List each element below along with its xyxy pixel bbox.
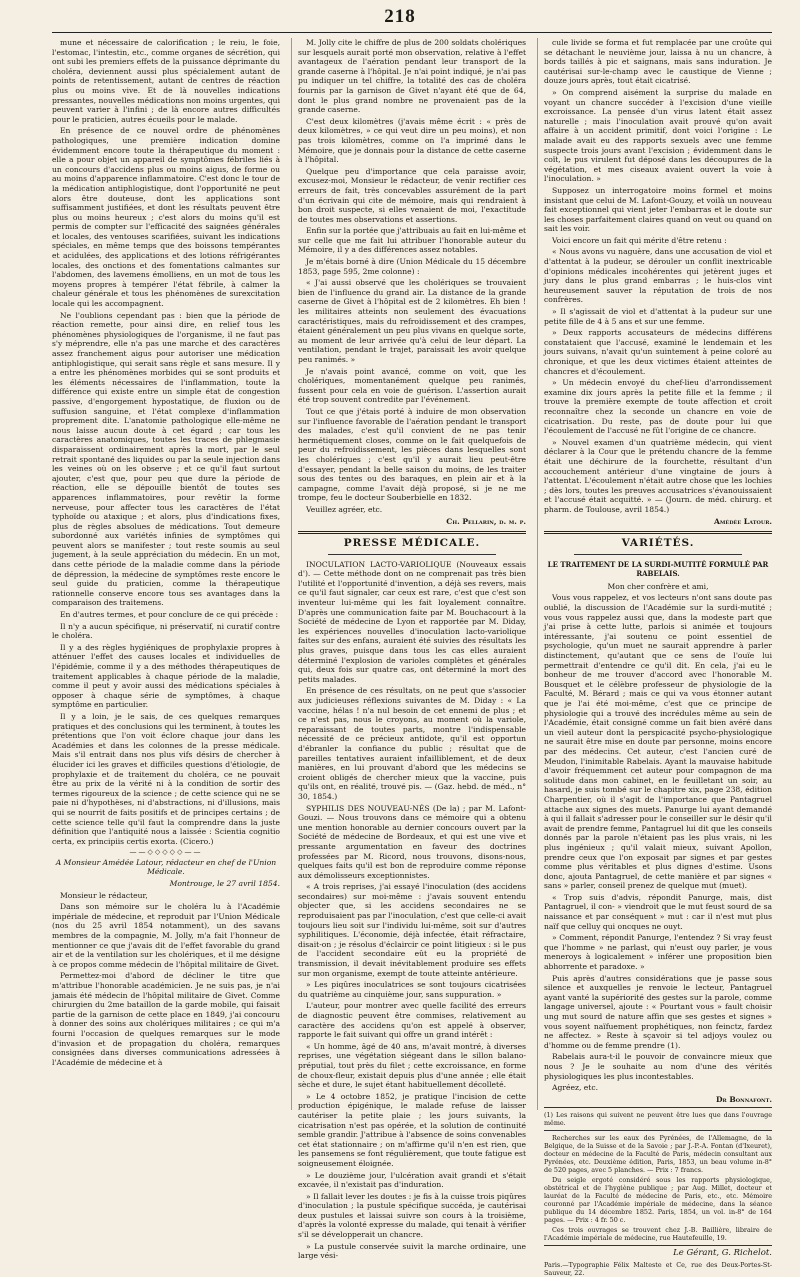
varietes-body (544, 593, 772, 1092)
paragraph: » Nouvel examen d'un quatrième médecin, qui vient déclarer à la Cour que le prétendu chancre de la femme était une déchirure de la fourchette, résultant d'un accouchement antérieur d'une vingtaine de jours à l'attentat. L'écoulement n'était autre chose que les lochies ; dès lors, toutes les preuves accusatrices s'évanouissaient et l'accusé était acquitté. » — (Journ. de méd. chirurg. et pharm. de Toulouse, avril 1854.) (544, 437, 772, 514)
press-continued (544, 38, 772, 515)
section-rule (298, 531, 526, 534)
notices-rule (544, 1130, 772, 1131)
paragraph: » Le 4 octobre 1852, je pratique l'incision de cette production épigénique, le malade refuse de laisser cautériser la petite plaie ; les jours suivants, la cicatrisation n'est pas opérée, et la solution de continuité semble grandir. J'attribue à l'absence de soins convenables cet état stationnaire ; on m'affirme qu'il n'en est rien, que les pansemens se font régulièrement, que toute fatigue est soigneusement éloignée. (298, 1091, 526, 1168)
column-divider (537, 38, 538, 1110)
paragraph: mune et nécessaire de calorification ; le reiu, le foie, l'estomac, l'intestin, etc., comme organes de sécrétion, qui ont subi les premiers effets de la puissance déprimante du choléra, deviennent aussi plus spécialement autant de points de retentissement, autant de centres de réaction plus ou moins vive. Et de là nouvelles indications pressantes, nouvelles médications non moins urgentes, qui peuvent varier à l'infini ; de là encore autres difficultés pour le praticien, autres écueils pour le malade. (52, 38, 280, 124)
paragraph: « Un homme, âgé de 40 ans, m'avait montré, à diverses reprises, une végétation siégeant dans le sillon balano-préputial, tout près du filet ; cette excroissance, en forme de choux-fleur, existait depuis plus d'une année ; elle était sèche et dure, le sujet étant habituellement décolleté. (298, 1041, 526, 1090)
paragraph: Ne l'oublions cependant pas : bien que la période de réaction remette, pour ainsi dire, en relief tous les phénomènes physiologiques de l'organisme, il ne faut pas s'y méprendre, elle n'a pas une marche et des caractères assez franchement aigus pour autoriser une médication antiphlogistique, qui serait sans règle et sans mesure. Il y a entre les phénomènes morbides qui se sont produits et les éléments nécessaires de l'inflammation, toute la différence qui existe entre un simple état de congestion passive, d'engorgement hypostatique, de fluxion ou de suffusion sanguine, et l'état complexe d'inflammation proprement dite. L'anatomie pathologique elle-même ne nous laisse aucun doute à cet égard ; car tous les caractères anatomiques, toutes les traces de phlegmasie disparaissent ordinairement après la mort, par le seul retrait spontané des liquides ou par la seule injection dans les veines où on les observe ; et ce qu'il faut surtout ajouter, c'est que, pour peu que dure la période de réaction, elle se dépouille bientôt de toutes ses apparences inflammatoires, pour revêtir la forme nerveuse, pour affecter tous les caractères de l'état typhoïde ou ataxique ; et alors, plus d'indications fixes, plus de règles absolues de médications. Tout demeure subordonné aux variétés infinies de symptômes qui peuvent alors se manifester ; tout reste soumis au seul jugement, à la seule appréciation du médecin. En un mot, dans cette période de la maladie comme dans la période de dépression, la médecine de symptômes reste encore le seul guide du praticien, comme la thérapeutique rationnelle conserve encore tous ses avantages dans la comparaison des traitemens. (52, 310, 280, 608)
paragraph: En présence de ces résultats, on ne peut que s'associer aux judicieuses réflexions suivantes de M. Diday : « La vaccine, hélas ! n'a nul besoin de cet ennemi de plus ; et ce n'est pas, nous le croyons, au moment où la variole, reparaissant de toutes parts, montre l'indispensable nécessité de ce précieux antidote, qu'il est opportun d'ébranler la confiance du public ; résultat que de pareilles tentatives auraient infailliblement, et de deux manières, en lui prouvant d'abord que les médecins se croient obligés de chercher mieux que la vaccine, puis qu'ils ont, en réalité, trouvé pis. — (Gaz. hebd. de méd., n° 30, 1854.) (298, 686, 526, 801)
column-1 (52, 38, 280, 1110)
paragraph: En d'autres termes, et pour conclure de ce qui précède : (60, 610, 279, 620)
paragraph: » On comprend aisément la surprise du malade en voyant un chancre succéder à l'excision d'une vieille excroissance. La pensée d'un virus latent était assez naturelle ; mais l'inoculation avait prouvé qu'on avait affaire à un accident primitif, dont voici l'origine : Le malade avait eu des rapports sexuels avec une femme suspecte trois jours avant l'excision ; évidemment dans le coït, le pus virulent fut déposé dans les découpures de la végétation, et mes ciseaux avaient ouvert la voie à l'inoculation. » (544, 87, 772, 184)
paragraph: » Les piqûres inoculatrices se sont toujours cicatrisées du quatrième au cinquième jour, sans suppuration. » (298, 980, 526, 999)
paragraph: En présence de ce nouvel ordre de phénomènes pathologiques, une première indication domine évidemment encore toute la thérapeutique du moment : elle a pour objet un appareil de symptômes fébriles liés à un concours d'accidens plus ou moins aigus, de forme ou au moins d'apparence inflammatoire. C'est donc le tour de la médication antiphlogistique, dont l'opportunité ne peut alors être douteuse, dont les applications sont suffisamment justifiées, et dont les résultats peuvent être plus ou moins heureux ; c'est alors du moins qu'il est permis de compter sur l'efficacité des saignées générales et locales, des ventouses scarifiées, suivant les indications spéciales, en même temps que des boissons tempérantes et acidulées, des applications et des lotions réfrigérantes locales, des onctions et des fomentations calmantes sur l'abdomen, des lavemens émolliens, en un mot de tous les moyens propres à tempérer l'état fébrile, à calmer la chaleur générale et tous les phénomènes de surexcitation locale qui les accompagnent. (52, 126, 280, 309)
paragraph: Je n'avais point avancé, comme on voit, que les cholériques, momentanément quelque peu ranimés, fussent pour cela en voie de guérison. L'assertion aurait été trop souvent contredite par l'événement. (298, 366, 526, 405)
paragraph: Il y a loin, je le sais, de ces quelques remarques pratiques et des conclusions qui les terminent, à toutes les prétentions que l'on voit éclore chaque jour dans les Académies et dans les colonnes de la presse médicale. Mais s'il entrait dans nos plus vifs désirs de chercher à élucider ici les graves et difficiles questions d'étiologie, de prophylaxie et de traitement du choléra, ce ne pouvait être au prix de la vérité ni à la condition de sortir des termes rigoureux de la science ; de cette science qui ne se paie ni d'hypothèses, ni d'abstractions, ni d'illusions, mais qui se nourrit de faits positifs et de principes certains ; de cette science telle qu'il faut la comprendre dans la juste définition que l'antiquité nous a laissée : Scientia cognitio certa, ex principiis certis exorta. (Cicero.) (52, 711, 280, 846)
letter-dateline: Montrouge, le 27 avril 1854. (169, 879, 280, 889)
paragraph: » La pustule conservée suivit la marche ordinaire, une large vési- (298, 1241, 526, 1261)
gerant-line: Le Gérant, G. Richelot. (673, 1248, 772, 1259)
signature-bonnafont: Dr Bonnafont. (715, 1094, 772, 1104)
column-1-body (52, 38, 280, 846)
paragraph: L'auteur, pour montrer avec quelle facilité des erreurs de diagnostic peuvent être commises, relativement au caractère des accidens qu'on est appelé à observer, rapporte le fait suivant qui offre un grand intérêt : (298, 1001, 526, 1040)
heading-rule (574, 554, 742, 555)
column-3 (544, 38, 772, 1277)
paragraph: » Il fallait lever les doutes : je fis à la cuisse trois piqûres d'inoculation ; la pustule spécifique succéda, je cautérisai deux pustules et laissai suivre son cours à la troisième, d'après la volonté expresse du malade, qui tenait à vérifier s'il se développerait un chancre. (298, 1191, 526, 1240)
column-2 (298, 38, 526, 1261)
letter-address: A Monsieur Amédée Latour, rédacteur en chef de l'Union Médicale. (55, 857, 277, 877)
paragraph: Du seigle ergoté considéré sous les rapports physiologique, obstétrical et de l'hygiène publique ; par Aug. Millet, docteur et lauréat de la Faculté de médecine de Paris, etc., etc. Mémoire couronné par l'Académie impériale de médecine, dans la séance publique du 14 décembre 1852. Paris, 1854, un vol. in-8° de 164 pages. — Prix : 4 fr. 50 c. (544, 1176, 772, 1225)
paragraph: Puis après d'autres considérations que je passe sous silence et auxquelles je renvoie le lecteur, Pantagruel ayant vanté la supériorité des gestes sur la parole, comme langage universel, ajoute : « Pourtant vous » fault choisir ung mut sourd de nature affin que ses gestes et signes » vous soyent naïfuement prophétiques, non feinctz, fardez ne affectez. » Reste à sçavoir si tel adjoys voulez ou d'homme ou de femme prendre (1). (544, 973, 772, 1050)
signature-pellarin: Ch. Pellarin, d. m. p. (446, 516, 526, 526)
paragraph: » Il s'agissait de viol et d'attentat à la pudeur sur une petite fille de 4 à 5 ans et sur une femme. (544, 307, 772, 326)
gerant-rule (544, 1245, 772, 1246)
varietes-salutation: Mon cher confrère et ami, (607, 581, 709, 591)
paragraph: SYPHILIS DES NOUVEAU-NÉS (De la) ; par M. Lafont-Gouzi. — Nous trouvons dans ce mémoire qui a obtenu une mention honorable au dernier concours ouvert par la Société de médecine de Bordeaux, et qui est une vive et pressante argumentation en faveur des doctrines professées par M. Ricord, nous trouvons, disons-nous, quelques faits qu'il est bon de reproduire comme réponse aux démolisseurs exceptionnistes. (298, 803, 526, 880)
heading-rule (328, 554, 496, 555)
paragraph: » Le douzième jour, l'ulcération avait grandi et s'était excavée, il n'existait pas d'induration. (298, 1170, 526, 1190)
paragraph: Ces trois ouvrages se trouvent chez J.-B. Baillière, libraire de l'Académie impériale de médecine, rue Hautefeuille, 19. (544, 1226, 772, 1243)
paragraph: Rabelais aura-t-il le pouvoir de convaincre mieux que nous ? Je le souhaite au nom d'une des vérités physiologiques les plus incontestables. (544, 1052, 772, 1081)
paragraph: Tout ce que j'étais porté à induire de mon observation sur l'influence favorable de l'aération pendant le transport des malades, c'est qu'il convient de ne pas tenir hermétiquement closes, comme on le fait quelquefois de peur du refroidissement, les pièces dans lesquelles sont les cholériques ; c'est qu'il y aurait lieu peut-être d'essayer, pendant la belle saison du moins, de les traiter sous des tentes ou des baraques, en plein air et à la campagne, comme l'avait déjà proposé, si je ne me trompe, feu le docteur Souberbielle en 1832. (298, 406, 526, 503)
header-rule (52, 32, 772, 33)
paragraph: » Comment, répondit Panurge, l'entendez ? Si vray feust que l'homme » ne parlast, qui n'eust ouy parler, je vous meneroys à logicalement » inférer une proposition bien abhorrente et paradoxe. » (544, 933, 772, 972)
paragraph: « Trop suis d'advis, répondit Panurge, mais, dist Pantagruel, il con- » viendroit que le mut feust sourd de sa naissance et par conséquent » mut : car il n'est mut plus naïf que celluy qui oncques ne ouyt. (544, 892, 772, 931)
press-body (298, 560, 526, 1261)
printer-line: Paris.—Typographie Félix Malteste et Ce, rue des Deux-Portes-St-Sauveur, 22. (544, 1260, 772, 1277)
paragraph: INOCULATION LACTO-VARIOLIQUE (Nouveaux essais d'). — Cette méthode dont on ne comprenait pas très bien l'utilité et l'opportunité d'invention, a déjà ses revers, mais ce qu'il faut signaler, car ceux est rare, c'est que c'est son inventeur lui-même qui les fait loyalement connaître. D'après une communication faite par M. Bouchacourt à la Société de médecine de Lyon et rapportée par M. Diday, les expériences nouvelles d'inoculation lacto-variolique faites sur des enfans, auraient été suivies des résultats les plus graves, puisque dans tous les cas elles auraient déterminé l'explosion de varioles complètes et générales qui, deux fois sur quatre cas, ont déterminé la mort des petits malades. (298, 559, 526, 684)
page-number: 218 (384, 6, 416, 27)
paragraph: Voici encore un fait qui mérite d'être retenu : (552, 235, 727, 245)
letter-continued (298, 38, 526, 515)
column-divider (291, 38, 292, 1110)
letter-body (52, 902, 280, 1067)
separator-ornament: ——◇◇◇◇◇—— (129, 848, 203, 857)
paragraph: Enfin sur la portée que j'attribuais au fait en lui-même et sur celle que me fait lui attribuer l'honorable auteur du Mémoire, il y a des différences assez notables. (298, 226, 526, 255)
press-heading: PRESSE MÉDICALE. (343, 537, 481, 550)
paragraph: Je m'étais borné à dire (Union Médicale du 15 décembre 1853, page 595, 2me colonne) : (298, 257, 526, 276)
paragraph: « J'ai aussi observé que les cholériques se trouvaient bien de l'influence du grand air. La distance de la grande caserne de Givet à l'hôpital est de 2 kilomètres. Eh bien ! les militaires atteints non seulement des évacuations caractéristiques, mais du refroidissement et des crampes, étaient généralement un peu plus vivans en quelque sorte, au moment de leur arrivée qu'à celui de leur départ. La ventilation, pendant le trajet, paraissait les avoir quelque peu ranimés. » (298, 278, 526, 364)
footnote-rule (544, 1107, 772, 1108)
section-rule (544, 531, 772, 534)
paragraph: » Un médecin envoyé du chef-lieu d'arrondissement examine dix jours après la petite fille et la femme ; il trouve la première exempte de toute affection et croit reconnaître chez la seconde un chancre en voie de cicatrisation. Du reste, pas de doute pour lui que l'écoulement de l'accusé ne fût l'origine de ce chancre. (544, 378, 772, 436)
paragraph: Il y a des règles hygiéniques de prophylaxie propres à atténuer l'effet des causes locales et individuelles de l'épidémie, comme il y a des méthodes thérapeutiques de traitement applicables à chaque période de la maladie, comme il peut y avoir aussi des médications spéciales à opposer à chaque série de symptômes, à chaque symptôme en particulier. (52, 642, 280, 710)
varietes-title: LE TRAITEMENT DE LA SURDI-MUTITÉ FORMULÉ PAR RABELAIS. (547, 559, 769, 579)
paragraph: Permettez-moi d'abord de décliner le titre que m'attribue l'honorable académicien. Je ne suis pas, je n'ai jamais été médecin de l'hôpital militaire de Givet. Comme chirurgien du 2me bataillon de la garde mobile, qui faisait partie de la garnison de cette place en 1849, j'ai concouru à donner des soins aux cholériques militaires ; ce qui m'a fourni l'occasion de quelques remarques sur le mode d'invasion et de propagation du choléra, remarques consignées dans diverses communications adressées à l'Académie de médecine et à (52, 971, 280, 1067)
paragraph: C'est deux kilomètres (j'avais même écrit : « près de deux kilomètres, » ce qui veut dire un peu moins), et non pas trois kilomètres, comme on l'a imprimé dans le Mémoire, que je donnais pour la distance de cette caserne à l'hôpital. (298, 116, 526, 165)
letter-salutation: Monsieur le rédacteur, (60, 890, 148, 900)
varietes-heading: VARIÉTÉS. (621, 537, 695, 550)
paragraph: cule livide se forma et fut remplacée par une croûte qui se détachant le neuvième jour, laissa à nu un chancre, à bords taillés à pic et saignans, mais sans induration. Je cautérisai sur-le-champ avec le caustique de Vienne ; douze jours après, tout était cicatrisé. (544, 38, 772, 86)
paragraph: « Nous avons vu naguère, dans une accusation de viol et d'attentat à la pudeur, se dérouler un conflit inextricable d'opinions médicales incohérentes qui jetèrent juges et jury dans le plus grand embarras ; le huis-clos vint heureusement sauver la réputation de trois de nos confrères. (544, 247, 772, 305)
paragraph: Veuillez agréer, etc. (306, 504, 383, 514)
paragraph: Supposez un interrogatoire moins formel et moins insistant que celui de M. Lafont-Gouzy, et voilà un nouveau fait exceptionnel qui vient jeter l'embarras et le doute sur les choses parfaitement claires quand on veut ou quand on sait les voir. (544, 185, 772, 234)
paragraph: Recherches sur les eaux des Pyrénées, de l'Allemagne, de la Belgique, de la Suisse et de la Savoie ; par J.-P.-A. Fontan (d'Ixeuret), docteur en médecine de la Faculté de Paris, médecin consultant aux Pyrénées, etc. Deuxième édition, Paris, 1853, un beau volume in-8° de 520 pages, avec 5 planches. — Prix : 7 francs. (544, 1134, 772, 1175)
paragraph: M. Jolly cite le chiffre de plus de 200 soldats cholériques sur lesquels aurait porté mon observation, relative à l'effet avantageux de l'aération pendant leur transport de la grande caserne à l'hôpital. Je n'ai point indiqué, je n'ai pas pu indiquer un tel chiffre, la totalité des cas de choléra fournis par la garnison de Givet n'ayant été que de 64, dont le plus grand nombre ne provenaient pas de la grande caserne. (298, 38, 526, 115)
paragraph: Dans son mémoire sur le choléra lu à l'Académie impériale de médecine, et reproduit par l'Union Médicale (nos du 25 avril 1854 notamment), un des savans membres de la compagnie, M. Jolly, m'a fait l'honneur de mentionner ce que j'avais dit de l'effet favorable du grand air et de la ventilation sur les cholériques, et il me désigne à ce propos comme médecin de l'hôpital militaire de Givet. (52, 902, 280, 969)
paragraph: « A trois reprises, j'ai essayé l'inoculation (des accidens secondaires) sur moi-même : j'avais souvent entendu objecter que, si les accidens secondaires ne se reproduisaient pas par l'inoculation, c'est que celle-ci avait toujours lieu soit sur l'individu lui-même, soit sur d'autres syphilitiques. L'économie, déjà infectée, était réfractaire, disait-on ; je résolus d'éclaircir ce point litigieux : si le pus de l'accident secondaire eût eu la propriété de transmission, il devait inévitablement produire ses effets sur mon organisme, exempt de toute atteinte antérieure. (298, 882, 526, 978)
paragraph: Agréez, etc. (552, 1083, 599, 1093)
paragraph: Vous vous rappelez, et vos lecteurs n'ont sans doute pas oublié, la discussion de l'Académie sur la surdi-mutité ; vous vous rappelez aussi que, dans la modeste part que j'ai prise à cette lutte, parlois si animée et toujours intéressante, j'ai soutenu ce point essentiel de psychologie, qu'un muet ne saurait apprendre à parler distinctement, qu'autant que ce sens de l'ouïe lui permettrait d'entendre ce qu'il dit. En cela, j'ai eu le bonheur de me trouver d'accord avec l'honorable M. Bousquet et le célèbre professeur de physiologie de la Faculté, M. Bérard ; mais ce qui va vous étonner autant que je l'ai été moi-même, c'est que ce principe de physiologie qui a trouvé des incrédules même au sein de l'Académie, était consigné comme un fait bien avéré dans un vieil auteur dont la perspicacité psycho-physiologique ne saurait être mise en doute par personne, moins encore par des médecins. Cet auteur, c'est l'ancien curé de Meudon, l'inimitable Rabelais. Ayant la mauvaise habitude d'avoir fréquemment cet auteur pour compagnon de ma solitude dans mon cabinet, en le feuilletant un soir, au hasard, je suis tombé sur le chapitre xix, page 238, édition Charpentier, où il s'agit de l'importance que Pantagruel attache aux signes des muets. Panurge lui ayant demandé à qui il fallait s'adresser pour le conseiller sur le désir qu'il avait de prendre femme, Pantagruel lui dit que les conseils donnés par la parole n'étaient pas les plus vrais, ni les plus ingénieux ; qu'il valait mieux, suivant Apollon, prendre ceux que l'on exposait par signes et par gestes comme plus véritables et plus dignes d'estime. Usons donc, ajouta Pantagruel, de cette manière et par signes « sans » parler, conseil prenez de quelque mut (muet). (544, 593, 772, 891)
paragraph: Il n'y a aucun spécifique, ni préservatif, ni curatif contre le choléra. (52, 621, 280, 641)
signature-latour: Amédée Latour. (713, 516, 772, 526)
paragraph: Quelque peu d'importance que cela paraisse avoir, excusez-moi, Monsieur le rédacteur, de venir rectifier ces erreurs de fait, très concevables assurément de la part d'un écrivain qui cite de mémoire, mais qui rendraient à bon droit suspecte, si elles venaient de moi, l'exactitude de toutes mes observations et assertions. (298, 166, 526, 224)
book-notices (544, 1134, 772, 1242)
paragraph: » Deux rapports accusateurs de médecins différens constataient que l'accusé, examiné le lendemain et les jours suivans, n'avait qu'un suintement à peine coloré au chronique, et que les deux victimes étaient atteintes de chancres et d'écoulement. (544, 328, 772, 376)
footnote: (1) Les raisons qui suivent ne peuvent être lues que dans l'ouvrage même. (544, 1111, 772, 1128)
